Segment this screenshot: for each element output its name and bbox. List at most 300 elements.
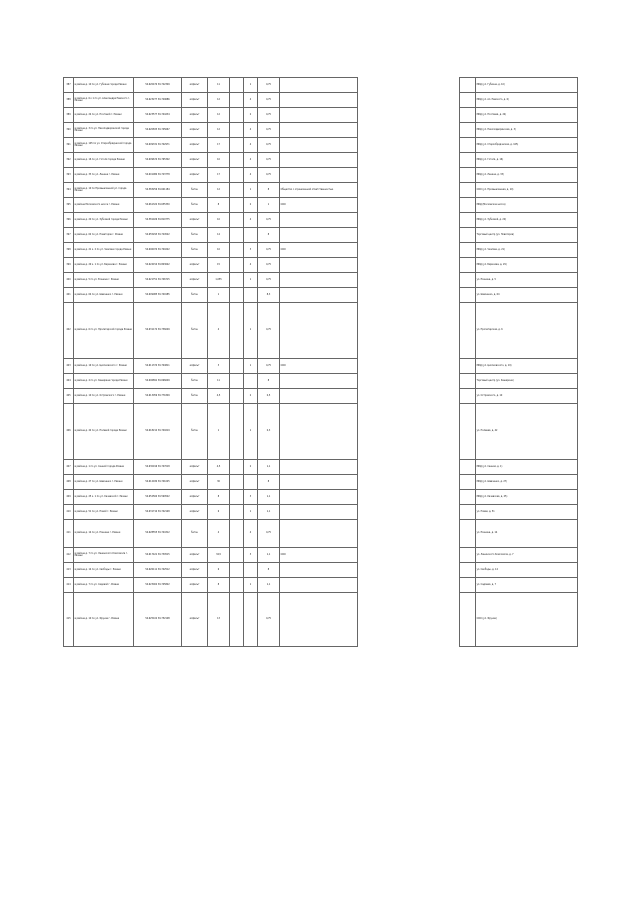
area-cell: 1,055 bbox=[208, 273, 230, 288]
spacer-cell bbox=[358, 273, 460, 288]
owner-cell bbox=[280, 78, 358, 93]
table-row bbox=[64, 490, 578, 505]
row-number: 393 bbox=[64, 168, 74, 183]
source-note-cell bbox=[460, 520, 476, 548]
table-row bbox=[64, 153, 578, 168]
owner-cell bbox=[280, 520, 358, 548]
source-note-cell bbox=[460, 153, 476, 168]
table-row bbox=[64, 243, 578, 258]
owner-cell: ООО bbox=[280, 243, 358, 258]
volume-cell: 0,75 bbox=[258, 213, 280, 228]
area-cell: 8 bbox=[208, 198, 230, 213]
address-cell: в районе д. 64 по ул. Шевченко г. Рязани bbox=[74, 288, 134, 303]
containers-planned-cell bbox=[230, 108, 244, 123]
source-note-cell bbox=[460, 183, 476, 198]
spacer-cell bbox=[358, 228, 460, 243]
table-row bbox=[64, 78, 578, 93]
spacer-cell bbox=[358, 374, 460, 389]
row-number: 390 bbox=[64, 123, 74, 138]
containers-count-cell: 4 bbox=[244, 123, 258, 138]
containers-planned-cell bbox=[230, 288, 244, 303]
address-cell: в районе д. 25 к. 1 по ул. Качевской г. Рязани bbox=[74, 490, 134, 505]
address-cell: в районе д. 5 по ул. Есенина г. Рязани bbox=[74, 273, 134, 288]
surface-cell: асфальт bbox=[182, 505, 208, 520]
table-row bbox=[64, 359, 578, 374]
surface-cell: асфальт bbox=[182, 93, 208, 108]
coordinates-cell: 54.624154 39.803642 bbox=[134, 258, 182, 273]
source-cell: ул. Есенина, д. 14 bbox=[476, 520, 578, 548]
containers-planned-cell bbox=[230, 404, 244, 460]
containers-planned-cell bbox=[230, 198, 244, 213]
source-note-cell bbox=[460, 258, 476, 273]
area-cell: 30 bbox=[208, 475, 230, 490]
row-number: 404 bbox=[64, 374, 74, 389]
source-note-cell bbox=[460, 359, 476, 374]
surface-cell: асфальт bbox=[182, 548, 208, 563]
owner-cell bbox=[280, 123, 358, 138]
containers-count-cell bbox=[244, 288, 258, 303]
owner-cell bbox=[280, 93, 358, 108]
table-body bbox=[64, 78, 578, 647]
source-cell: МКД (ул. Шевченко, д. 27) bbox=[476, 475, 578, 490]
volume-cell: 0,75 bbox=[258, 359, 280, 374]
row-number: 400 bbox=[64, 273, 74, 288]
row-number: 407 bbox=[64, 460, 74, 475]
source-cell: ул. Островского, д. 10 bbox=[476, 389, 578, 404]
source-note-cell bbox=[460, 460, 476, 475]
containers-planned-cell bbox=[230, 168, 244, 183]
area-cell: 3 bbox=[208, 359, 230, 374]
volume-cell: 1 bbox=[258, 198, 280, 213]
coordinates-cell: 54.623577 39.744234 bbox=[134, 108, 182, 123]
containers-planned-cell bbox=[230, 374, 244, 389]
source-cell: ул. Ленинского Комсомола, д. 7 bbox=[476, 548, 578, 563]
source-cell: ул. Свободы, д. 14 bbox=[476, 563, 578, 578]
area-cell: 17 bbox=[208, 138, 230, 153]
table-row bbox=[64, 138, 578, 153]
table-row bbox=[64, 578, 578, 593]
containers-planned-cell bbox=[230, 138, 244, 153]
owner-cell: ООО bbox=[280, 359, 358, 374]
row-number: 401 bbox=[64, 288, 74, 303]
document-sheet bbox=[63, 77, 577, 647]
spacer-cell bbox=[358, 563, 460, 578]
source-cell: ул. Пролетарская, д. 6 bbox=[476, 303, 578, 359]
containers-planned-cell bbox=[230, 303, 244, 359]
area-cell: 12 bbox=[208, 183, 230, 198]
source-note-cell bbox=[460, 490, 476, 505]
containers-planned-cell bbox=[230, 93, 244, 108]
table-row bbox=[64, 475, 578, 490]
surface-cell: асфальт bbox=[182, 138, 208, 153]
coordinates-cell: 54.625102 39.752108 bbox=[134, 593, 182, 647]
address-cell: в районе д. 14 по ул. Есенина г. Рязани bbox=[74, 520, 134, 548]
surface-cell: бетон bbox=[182, 198, 208, 213]
containers-count-cell: 4 bbox=[244, 153, 258, 168]
containers-count-cell: 1 bbox=[244, 404, 258, 460]
row-number: 405 bbox=[64, 389, 74, 404]
source-note-cell bbox=[460, 198, 476, 213]
spacer-cell bbox=[358, 548, 460, 563]
owner-cell bbox=[280, 153, 358, 168]
containers-planned-cell bbox=[230, 505, 244, 520]
volume-cell: 0,75 bbox=[258, 168, 280, 183]
row-number: 388 bbox=[64, 93, 74, 108]
table-row bbox=[64, 303, 578, 359]
table-row bbox=[64, 198, 578, 213]
containers-count-cell: 4 bbox=[244, 93, 258, 108]
spacer-cell bbox=[358, 404, 460, 460]
containers-count-cell: 3 bbox=[244, 243, 258, 258]
area-cell: 8 bbox=[208, 578, 230, 593]
area-cell: 10 bbox=[208, 243, 230, 258]
coordinates-cell: 54.631710 39.742148 bbox=[134, 505, 182, 520]
volume-cell: 0,5 bbox=[258, 389, 280, 404]
containers-count-cell: 1 bbox=[244, 78, 258, 93]
address-cell: в районе д. 10 по ул. Фрунзе г. Рязани bbox=[74, 593, 134, 647]
area-cell: 6 bbox=[208, 563, 230, 578]
coordinates-cell: 54.626111 39.742512 bbox=[134, 563, 182, 578]
surface-cell: асфальт bbox=[182, 168, 208, 183]
source-cell: МКД (Московское шоссе) bbox=[476, 198, 578, 213]
volume-cell: 0,75 bbox=[258, 123, 280, 138]
row-number: 392 bbox=[64, 153, 74, 168]
coordinates-cell: 54.601080 39.723778 bbox=[134, 168, 182, 183]
table-row bbox=[64, 389, 578, 404]
source-cell: ул. Садовая, д. 7 bbox=[476, 578, 578, 593]
address-cell: в районе д. 33 по ул. Ленина г. Рязани bbox=[74, 168, 134, 183]
surface-cell: асфальт bbox=[182, 460, 208, 475]
volume-cell: 0,75 bbox=[258, 138, 280, 153]
source-cell: МКД (ул. Сенная, д. 1) bbox=[476, 460, 578, 475]
table-row bbox=[64, 460, 578, 475]
owner-cell bbox=[280, 490, 358, 505]
owner-cell: ООО bbox=[280, 198, 358, 213]
containers-count-cell bbox=[244, 593, 258, 647]
containers-count-cell: 3 bbox=[244, 490, 258, 505]
containers-count-cell: 1 bbox=[244, 183, 258, 198]
volume-cell: 1,1 bbox=[258, 490, 280, 505]
area-cell: 1 bbox=[208, 288, 230, 303]
source-note-cell bbox=[460, 243, 476, 258]
containers-count-cell bbox=[244, 475, 258, 490]
row-number: 395 bbox=[64, 198, 74, 213]
containers-count-cell: 3 bbox=[244, 548, 258, 563]
owner-cell bbox=[280, 563, 358, 578]
address-cell: в районе д. 19 по ул. Циолковского г. Рязани bbox=[74, 359, 134, 374]
table-row bbox=[64, 123, 578, 138]
surface-cell: асфальт bbox=[182, 563, 208, 578]
source-note-cell bbox=[460, 228, 476, 243]
owner-cell bbox=[280, 389, 358, 404]
containers-planned-cell bbox=[230, 258, 244, 273]
owner-cell bbox=[280, 228, 358, 243]
containers-planned-cell bbox=[230, 123, 244, 138]
address-cell: в районе д. 4 по ул. Каширина города Рязани bbox=[74, 374, 134, 389]
surface-cell: бетон bbox=[182, 374, 208, 389]
area-cell: 4 bbox=[208, 303, 230, 359]
volume-cell: 0,75 bbox=[258, 153, 280, 168]
spacer-cell bbox=[358, 288, 460, 303]
table-row bbox=[64, 548, 578, 563]
surface-cell: асфальт bbox=[182, 490, 208, 505]
row-number: 410 bbox=[64, 505, 74, 520]
containers-count-cell: 4 bbox=[244, 168, 258, 183]
source-note-cell bbox=[460, 593, 476, 647]
source-note-cell bbox=[460, 273, 476, 288]
volume-cell: 0,75 bbox=[258, 78, 280, 93]
containers-planned-cell bbox=[230, 213, 244, 228]
volume-cell: 1,1 bbox=[258, 505, 280, 520]
containers-planned-cell bbox=[230, 273, 244, 288]
owner-cell: Общество с ограниченной ответственностью bbox=[280, 183, 358, 198]
coordinates-cell: 54.611374 39.704811 bbox=[134, 359, 182, 374]
coordinates-cell: 54.618212 39.749219 bbox=[134, 404, 182, 460]
source-note-cell bbox=[460, 505, 476, 520]
containers-planned-cell bbox=[230, 563, 244, 578]
source-cell: МКД (ул. Николодворянская, д. 3) bbox=[476, 123, 578, 138]
owner-cell bbox=[280, 258, 358, 273]
row-number: 411 bbox=[64, 520, 74, 548]
coordinates-cell: 54.655293 39.724522 bbox=[134, 228, 182, 243]
coordinates-cell: 54.606891 39.696609 bbox=[134, 374, 182, 389]
containers-count-cell: 4 bbox=[244, 213, 258, 228]
coordinates-cell: 54.652560 39.599522 bbox=[134, 490, 182, 505]
surface-cell: асфальт bbox=[182, 273, 208, 288]
address-cell: в районе д. 7 по ул. Ленинского Комсомола г. Рязани bbox=[74, 548, 134, 563]
containers-planned-cell bbox=[230, 153, 244, 168]
spacer-cell bbox=[358, 138, 460, 153]
owner-cell bbox=[280, 460, 358, 475]
owner-cell bbox=[280, 273, 358, 288]
surface-cell: асфальт bbox=[182, 108, 208, 123]
volume-cell: 8,3 bbox=[258, 288, 280, 303]
address-cell: в районе д. 51 по ул. Новой г. Рязани bbox=[74, 505, 134, 520]
coordinates-cell: 54.617421 39.730515 bbox=[134, 548, 182, 563]
area-cell: 4 bbox=[208, 520, 230, 548]
surface-cell: асфальт bbox=[182, 593, 208, 647]
spacer-cell bbox=[358, 108, 460, 123]
source-cell: МКД (ул. Ал. Невского, д. 6) bbox=[476, 93, 578, 108]
volume-cell: 8 bbox=[258, 374, 280, 389]
source-note-cell bbox=[460, 374, 476, 389]
source-note-cell bbox=[460, 93, 476, 108]
source-note-cell bbox=[460, 563, 476, 578]
volume-cell: 0,75 bbox=[258, 303, 280, 359]
volume-cell: 0,75 bbox=[258, 258, 280, 273]
area-cell: 10 bbox=[208, 213, 230, 228]
containers-planned-cell bbox=[230, 460, 244, 475]
address-cell: в районе д. 27 по ул. Шевченко г. Рязани bbox=[74, 475, 134, 490]
containers-count-cell: 2 bbox=[244, 389, 258, 404]
owner-cell bbox=[280, 505, 358, 520]
spacer-cell bbox=[358, 183, 460, 198]
owner-cell bbox=[280, 213, 358, 228]
spacer-cell bbox=[358, 78, 460, 93]
address-cell: в районе д. 10 по Промышленной ул. города Рязани bbox=[74, 183, 134, 198]
spacer-cell bbox=[358, 475, 460, 490]
source-cell: Торговый центр (ул. Новаторов) bbox=[476, 228, 578, 243]
owner-cell bbox=[280, 138, 358, 153]
source-cell: ООО (ул. Фрунзе) bbox=[476, 593, 578, 647]
coordinates-cell: 54.623277 39.729686 bbox=[134, 93, 182, 108]
source-cell: МКД (ул. Циолковского, д. 19) bbox=[476, 359, 578, 374]
table-row bbox=[64, 505, 578, 520]
coordinates-cell: 54.630916 39.747018 bbox=[134, 460, 182, 475]
volume-cell: 1,1 bbox=[258, 460, 280, 475]
volume-cell: 0,75 bbox=[258, 273, 280, 288]
source-note-cell bbox=[460, 108, 476, 123]
address-cell: в районе д. 10 по ул. Губкина города Рязани bbox=[74, 78, 134, 93]
area-cell: 6 bbox=[208, 505, 230, 520]
address-cell: в районе д. 6 к 1 по ул. Александра Невского г. Рязани bbox=[74, 93, 134, 108]
owner-cell: ООО bbox=[280, 548, 358, 563]
containers-count-cell: 1 bbox=[244, 505, 258, 520]
address-cell: в районе д. 14 по ул. Свободы г. Рязани bbox=[74, 563, 134, 578]
coordinates-cell: 54.609085 39.749185 bbox=[134, 288, 182, 303]
volume-cell: 8 bbox=[258, 183, 280, 198]
coordinates-cell: 54.661322 39.655330 bbox=[134, 198, 182, 213]
source-cell: МКД (ул. Зубковой, д. 20) bbox=[476, 213, 578, 228]
address-cell: в районе д. 24 по ул. Почтовой г. Рязани bbox=[74, 108, 134, 123]
surface-cell: бетон bbox=[182, 183, 208, 198]
spacer-cell bbox=[358, 520, 460, 548]
coordinates-cell: 54.581926 39.810775 bbox=[134, 213, 182, 228]
spacer-cell bbox=[358, 123, 460, 138]
area-cell: 13 bbox=[208, 593, 230, 647]
surface-cell: бетон bbox=[182, 288, 208, 303]
source-note-cell bbox=[460, 78, 476, 93]
area-cell: 4,5 bbox=[208, 389, 230, 404]
containers-planned-cell bbox=[230, 183, 244, 198]
volume-cell: 1,1 bbox=[258, 578, 280, 593]
address-cell: в районе д. 16 по ул. Гоголя города Рязани bbox=[74, 153, 134, 168]
volume-cell: 0,75 bbox=[258, 593, 280, 647]
spacer-cell bbox=[358, 153, 460, 168]
containers-count-cell: 4 bbox=[244, 258, 258, 273]
source-note-cell bbox=[460, 548, 476, 563]
owner-cell bbox=[280, 475, 358, 490]
coordinates-cell: 54.620470 39.722309 bbox=[134, 78, 182, 93]
owner-cell bbox=[280, 303, 358, 359]
coordinates-cell: 54.606074 39.700222 bbox=[134, 243, 182, 258]
address-cell: в районе д. 29 к. 1 по ул. Бирюзова г. Рязани bbox=[74, 258, 134, 273]
containers-planned-cell bbox=[230, 490, 244, 505]
containers-count-cell: 1 bbox=[244, 273, 258, 288]
spacer-cell bbox=[358, 303, 460, 359]
spacer-cell bbox=[358, 505, 460, 520]
volume-cell: 8 bbox=[258, 563, 280, 578]
table-row bbox=[64, 183, 578, 198]
row-number: 414 bbox=[64, 578, 74, 593]
containers-count-cell: 1 bbox=[244, 303, 258, 359]
source-note-cell bbox=[460, 475, 476, 490]
table-row bbox=[64, 288, 578, 303]
row-number: 412 bbox=[64, 548, 74, 563]
row-number: 409 bbox=[64, 490, 74, 505]
source-note-cell bbox=[460, 578, 476, 593]
surface-cell: асфальт bbox=[182, 78, 208, 93]
table-row bbox=[64, 374, 578, 389]
source-cell: МКД (ул. Старообрядческая, д. 105) bbox=[476, 138, 578, 153]
containers-planned-cell bbox=[230, 228, 244, 243]
source-note-cell bbox=[460, 389, 476, 404]
volume-cell: 0,75 bbox=[258, 108, 280, 123]
spacer-cell bbox=[358, 243, 460, 258]
spacer-cell bbox=[358, 213, 460, 228]
owner-cell bbox=[280, 593, 358, 647]
area-cell: 34,5 bbox=[208, 548, 230, 563]
containers-planned-cell bbox=[230, 78, 244, 93]
area-cell: 8 bbox=[208, 490, 230, 505]
owner-cell bbox=[280, 404, 358, 460]
containers-count-cell: 1 bbox=[244, 578, 258, 593]
source-note-cell bbox=[460, 168, 476, 183]
containers-planned-cell bbox=[230, 243, 244, 258]
row-number: 394 bbox=[64, 183, 74, 198]
row-number: 397 bbox=[64, 228, 74, 243]
containers-count-cell bbox=[244, 563, 258, 578]
source-note-cell bbox=[460, 288, 476, 303]
volume-cell: 8 bbox=[258, 475, 280, 490]
address-cell: в районе д. 10 по ул. Островского г. Рязани bbox=[74, 389, 134, 404]
address-cell: в районе д. 42 по ул. Полевой города Рязани bbox=[74, 404, 134, 460]
source-note-cell bbox=[460, 213, 476, 228]
row-number: 389 bbox=[64, 108, 74, 123]
owner-cell bbox=[280, 108, 358, 123]
source-cell: МКД (ул. Почтовая, д. 24) bbox=[476, 108, 578, 123]
source-cell: МКД (ул. Ленина, д. 33) bbox=[476, 168, 578, 183]
coordinates-cell: 54.609674 39.765302 bbox=[134, 153, 182, 168]
containers-planned-cell bbox=[230, 548, 244, 563]
address-cell: в районе д. 105 по ул. Старообрядческой города Рязани bbox=[74, 138, 134, 153]
address-cell: в районе Московского шоссе г. Рязани bbox=[74, 198, 134, 213]
source-cell: ООО (ул. Промышленная, д. 10) bbox=[476, 183, 578, 198]
owner-cell bbox=[280, 168, 358, 183]
table-row bbox=[64, 93, 578, 108]
surface-cell: бетон bbox=[182, 228, 208, 243]
spacer-cell bbox=[358, 389, 460, 404]
containers-count-cell: 2 bbox=[244, 108, 258, 123]
containers-planned-cell bbox=[230, 359, 244, 374]
spacer-cell bbox=[358, 198, 460, 213]
surface-cell: асфальт bbox=[182, 153, 208, 168]
area-cell: 12 bbox=[208, 108, 230, 123]
area-cell: 17 bbox=[208, 168, 230, 183]
coordinates-cell: 54.583256 39.601184 bbox=[134, 183, 182, 198]
table-row bbox=[64, 563, 578, 578]
source-cell: МКД (ул. Чкалова, д. 21) bbox=[476, 243, 578, 258]
row-number: 402 bbox=[64, 303, 74, 359]
row-number: 406 bbox=[64, 404, 74, 460]
surface-cell: асфальт bbox=[182, 258, 208, 273]
surface-cell: асфальт bbox=[182, 359, 208, 374]
spacer-cell bbox=[358, 93, 460, 108]
volume-cell: 0,75 bbox=[258, 93, 280, 108]
containers-count-cell: 1 bbox=[244, 359, 258, 374]
source-cell: МКД (ул. Гоголя, д. 16) bbox=[476, 153, 578, 168]
source-note-cell bbox=[460, 404, 476, 460]
owner-cell bbox=[280, 578, 358, 593]
table-row bbox=[64, 108, 578, 123]
spacer-cell bbox=[358, 593, 460, 647]
area-cell: 11 bbox=[208, 374, 230, 389]
coordinates-cell: 54.613059 39.771809 bbox=[134, 389, 182, 404]
row-number: 399 bbox=[64, 258, 74, 273]
row-number: 387 bbox=[64, 78, 74, 93]
row-number: 398 bbox=[64, 243, 74, 258]
registry-table bbox=[63, 77, 578, 647]
